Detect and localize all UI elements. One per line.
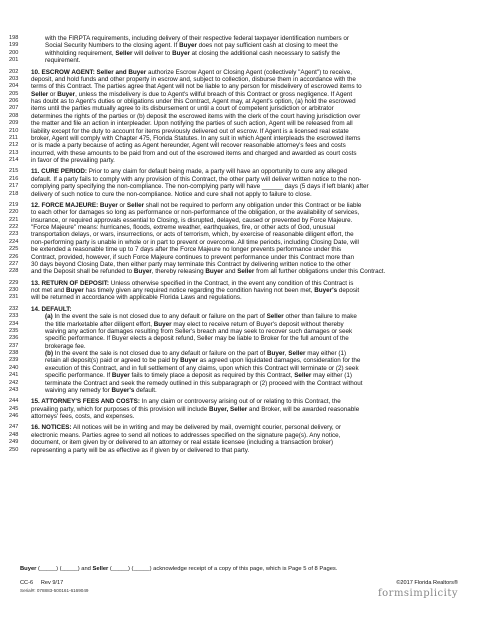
line-text: requirement. — [45, 57, 81, 65]
line-text: determines the rights of the parties or (b) deposit the escrowed items with the clerk of the court having jurisdiction over — [31, 112, 361, 120]
text-line — [9, 105, 458, 112]
line-text: electronic means. Parties agree to send all notices to addresses specified on the signature page(s). Any notice, — [31, 431, 341, 439]
line-number: 203 — [9, 75, 19, 82]
line-text: Contract, provided, however, if such Force Majeure continues to prevent performance under this Contract more than — [31, 253, 355, 261]
text-line — [9, 168, 458, 175]
paragraph-block — [9, 424, 458, 454]
line-text: (a) In the event the sale is not closed due to any default or failure on the part of Seller other than failure to make — [45, 313, 357, 321]
line-number: 232 — [9, 305, 19, 312]
text-line — [9, 42, 458, 49]
line-number: 198 — [9, 35, 19, 41]
line-text: withholding requirement, Seller will deliver to Buyer at closing the additional cash necessary to satisfy the — [45, 49, 341, 57]
line-text: 15. ATTORNEY'S FEES AND COSTS: In any claim or controversy arising out of or relating to this Contract, the — [31, 398, 341, 406]
text-line — [9, 343, 458, 350]
line-number: 229 — [9, 279, 19, 286]
line-text: non-performing party is unable in whole or in part to prevent or overcome. All time periods, including Closing Date, will — [31, 238, 359, 246]
line-number: 201 — [9, 57, 19, 64]
line-number: 220 — [9, 209, 19, 216]
line-number: 240 — [9, 364, 19, 371]
text-line — [9, 387, 458, 394]
paragraph-block — [9, 69, 458, 165]
line-number: 219 — [9, 201, 19, 208]
text-line — [9, 83, 458, 90]
line-text: complying party specifying the non-compliance. The non-complying party will have ______ days (5 days if left blank) after — [31, 183, 369, 191]
text-line — [9, 398, 458, 405]
paragraph-block — [9, 168, 458, 198]
text-line — [9, 142, 458, 149]
line-number: 211 — [9, 134, 18, 141]
line-text: (b) In the event the sale is not closed due to any default or failure on the part of Buyer, Seller may either (1) — [45, 350, 347, 357]
line-text: not met and Buyer has timely given any required notice regarding the condition having not been met, Buyer's deposit — [31, 287, 360, 294]
line-number: 207 — [9, 105, 19, 112]
line-text: the title marketable after diligent effort, Buyer may elect to receive return of Buyer's deposit without thereby — [45, 320, 344, 328]
line-number: 242 — [9, 379, 19, 386]
line-text: has doubt as to Agent's duties or obligations under this Contract, Agent may, at Agent's option, (a) hold the escrowed — [31, 98, 356, 105]
line-number: 226 — [9, 253, 19, 260]
text-line — [9, 380, 458, 387]
line-number: 247 — [9, 424, 19, 431]
line-text: be extended a reasonable time up to 7 days after the Force Majeure no longer prevents performance under this — [31, 246, 342, 254]
text-line — [9, 313, 458, 320]
text-line — [9, 50, 458, 57]
line-text: or is made a party because of acting as Agent hereunder, Agent will recover reasonable attorney's fees and costs — [31, 142, 346, 150]
line-text: terminate the Contract and seek the remedy outlined in this subparagraph or (2) proceed with the Contract without — [45, 379, 363, 387]
text-line — [9, 135, 458, 142]
text-line — [9, 294, 458, 301]
line-number: 200 — [9, 49, 19, 56]
text-line — [9, 447, 458, 454]
text-line — [9, 328, 458, 335]
line-text: 12. FORCE MAJEURE: Buyer or Seller shall not be required to perform any obligation under this Contract or be liable — [31, 201, 362, 209]
line-number: 244 — [9, 398, 19, 405]
line-number: 234 — [9, 320, 19, 327]
line-number: 237 — [9, 342, 19, 349]
line-text: default. If a party fails to comply with any provision of this Contract, the other party will deliver written notice to the non- — [31, 175, 362, 183]
text-line — [9, 113, 458, 120]
paragraph-block — [9, 306, 458, 395]
line-number: 238 — [9, 350, 19, 356]
line-number: 245 — [9, 405, 19, 412]
line-text: Seller or Buyer, unless the misdelivery is due to Agent's willful breach of this Contract or gross negligence. If Agent — [31, 90, 353, 98]
line-number: 249 — [9, 439, 19, 446]
line-text: prevailing party, which for purposes of this provision will include Buyer, Seller and Broker, will be awarded reasonable — [31, 405, 360, 413]
line-number: 213 — [9, 149, 19, 156]
line-number: 230 — [9, 287, 19, 293]
line-text: incurred, with these amounts to be paid from and out of the escrowed items and charged and awarded as court costs — [31, 149, 357, 157]
text-line — [9, 239, 458, 246]
line-number: 239 — [9, 357, 19, 364]
text-line — [9, 287, 458, 294]
line-text: broker, Agent will comply with Chapter 475, Florida Statutes. In any suit in which Agent interpleads the escrowed items — [31, 134, 361, 142]
line-number: 250 — [9, 446, 19, 453]
line-text: execution of this Contract, and in full settlement of any claims, upon which this Contract will terminate or (2) seek — [45, 364, 359, 372]
text-line — [9, 321, 458, 328]
line-number: 210 — [9, 127, 19, 134]
line-number: 204 — [9, 83, 19, 90]
line-text: to each other for damages so long as performance or non-performance of the obligation, or the availability of services, — [31, 209, 360, 217]
line-text: document, or item given by or delivered to an attorney or real estate licensee (including a transaction broker) — [31, 439, 334, 447]
text-line — [9, 231, 458, 238]
line-text: delivery of such notice to cure the non-compliance. Notice and cure shall not apply to failure to close. — [31, 190, 312, 198]
line-number: 224 — [9, 238, 19, 245]
line-text: insurance, or required approvals essential to Closing, is disrupted, delayed, caused or prevented by Force Majeure. — [31, 216, 353, 224]
text-line — [9, 209, 458, 216]
line-number: 236 — [9, 335, 19, 342]
line-text: deposit, and hold funds and other property in escrow and, subject to collection, disburse them in accordance with the — [31, 75, 356, 83]
text-line — [9, 202, 458, 209]
line-text: in favor of the prevailing party. — [31, 157, 115, 164]
text-line — [9, 268, 458, 275]
line-number: 216 — [9, 175, 19, 182]
line-number: 217 — [9, 183, 19, 190]
line-text: brokerage fee. — [45, 342, 86, 350]
line-number: 215 — [9, 168, 19, 175]
line-number: 209 — [9, 120, 19, 127]
line-number: 248 — [9, 431, 19, 438]
line-text: 11. CURE PERIOD: Prior to any claim for default being made, a party will have an opportunity to cure any alleged — [31, 168, 348, 176]
line-text: with the FIRPTA requirements, including delivery of their respective federal taxpayer identification numbers or — [45, 35, 350, 42]
text-line — [9, 254, 458, 261]
text-line — [9, 424, 458, 431]
text-line — [9, 406, 458, 413]
text-line — [9, 439, 458, 446]
contract-body — [9, 35, 458, 454]
line-number: 218 — [9, 190, 19, 197]
text-line — [9, 120, 458, 127]
text-line — [9, 217, 458, 224]
text-line — [9, 157, 458, 164]
line-number: 206 — [9, 98, 19, 104]
paragraph-block — [9, 280, 458, 302]
text-line — [9, 413, 458, 420]
paragraph-block — [9, 398, 458, 420]
text-line — [9, 335, 458, 342]
line-number: 246 — [9, 413, 19, 419]
line-text: 30 days beyond Closing Date, then either party may terminate this Contract by delivering written notice to the other — [31, 260, 351, 268]
line-number: 208 — [9, 112, 19, 119]
line-text: transportation delays, or wars, insurrections, or acts of terrorism, which, by exercise of reasonable diligent effort, the — [31, 231, 354, 239]
line-text: attorneys' fees, costs, and expenses. — [31, 413, 135, 420]
line-text: 13. RETURN OF DEPOSIT: Unless otherwise specified in the Contract, in the event any condition of this Contract is — [31, 279, 354, 287]
text-line — [9, 261, 458, 268]
line-number: 227 — [9, 260, 19, 267]
serial-number: Serial#: 078883-500161-6169049 — [20, 588, 89, 593]
line-text: items until the parties mutually agree to its disbursement or until a court of competent jurisdiction or arbitrator — [31, 105, 334, 113]
line-text: representing a party will be as effective as if given by or delivered to that party. — [31, 446, 250, 454]
line-text: "Force Majeure" means: hurricanes, floods, extreme weather, earthquakes, fire, or other acts of God, unusual — [31, 224, 336, 231]
text-line — [9, 191, 458, 198]
line-text: Social Security Numbers to the closing agent. If Buyer does not pay sufficient cash at closing to meet the — [45, 42, 338, 50]
line-text: and the Deposit shall be refunded to Buyer, thereby releasing Buyer and Seller from all further obligations under this Contract. — [31, 268, 386, 276]
paragraph-block — [9, 202, 458, 276]
page-footer — [20, 566, 458, 599]
line-text: waiving any action for damages resulting from Seller's breach and may seek to recover such damages or seek — [45, 327, 353, 335]
line-number: 202 — [9, 68, 19, 75]
line-text: waiving any remedy for Buyer's default. — [45, 386, 157, 394]
form-id: CC-6 Rev 9/17 — [20, 580, 64, 586]
line-number: 225 — [9, 246, 19, 253]
text-line — [9, 280, 458, 287]
formsimplicity-logo: formsimplicity — [377, 588, 458, 599]
line-number: 212 — [9, 142, 19, 149]
line-number: 199 — [9, 42, 19, 49]
text-line — [9, 246, 458, 253]
copyright-notice: ©2017 Florida Realtors® — [396, 580, 458, 586]
text-line — [9, 432, 458, 439]
text-line — [9, 35, 458, 42]
text-line — [9, 57, 458, 64]
text-line — [9, 357, 458, 364]
line-number: 222 — [9, 224, 19, 230]
text-line — [9, 176, 458, 183]
text-line — [9, 372, 458, 379]
line-number: 241 — [9, 372, 19, 379]
text-line — [9, 365, 458, 372]
text-line — [9, 91, 458, 98]
line-text: specific performance. If Buyer fails to timely place a deposit as required by this Contract, Seller may either (1) — [45, 372, 352, 380]
line-text: retain all deposit(s) paid or agreed to be paid by Buyer as agreed upon liquidated damages, consideration for the — [45, 357, 361, 365]
text-line — [9, 150, 458, 157]
text-line — [9, 76, 458, 83]
text-line — [9, 183, 458, 190]
line-text: specific performance. If Buyer elects a deposit refund, Seller may be liable to Broker for the full amount of the — [45, 335, 349, 343]
text-line — [9, 98, 458, 105]
paragraph-block — [9, 35, 458, 65]
line-number: 228 — [9, 268, 19, 275]
text-line — [9, 224, 458, 231]
line-text: 16. NOTICES: All notices will be in writing and may be delivered by mail, overnight courier, personal delivery, or — [31, 424, 341, 432]
line-number: 233 — [9, 313, 19, 320]
text-line — [9, 69, 458, 76]
line-text: the matter and file an action in interpleader. Upon notifying the parties of such action, Agent will be released from all — [31, 120, 353, 128]
line-text: terms of this Contract. The parties agree that Agent will not be liable to any person for misdelivery of escrowed items to — [31, 83, 362, 91]
text-line — [9, 306, 458, 313]
line-number: 243 — [9, 386, 19, 393]
line-text: 10. ESCROW AGENT: Seller and Buyer authorize Escrow Agent or Closing Agent (collectively "Agent") to receive, — [31, 68, 352, 76]
acknowledgement-line: Buyer (_____) (_____) and Seller (_____) (_____) acknowledge receipt of a copy of this page, which is Page 5 of 8 Pages. — [20, 566, 338, 572]
line-number: 214 — [9, 157, 19, 163]
text-line — [9, 128, 458, 135]
line-text: will be returned in accordance with applicable Florida Laws and regulations. — [31, 294, 242, 302]
line-number: 205 — [9, 90, 19, 97]
line-number: 223 — [9, 231, 19, 238]
line-number: 231 — [9, 294, 19, 301]
line-number: 235 — [9, 327, 19, 334]
line-text: liability except for the duty to account for items previously delivered out of escrow. If Agent is a licensed real estate — [31, 127, 349, 135]
line-number: 221 — [9, 216, 19, 223]
text-line — [9, 350, 458, 357]
line-text: 14. DEFAULT: — [31, 305, 72, 313]
